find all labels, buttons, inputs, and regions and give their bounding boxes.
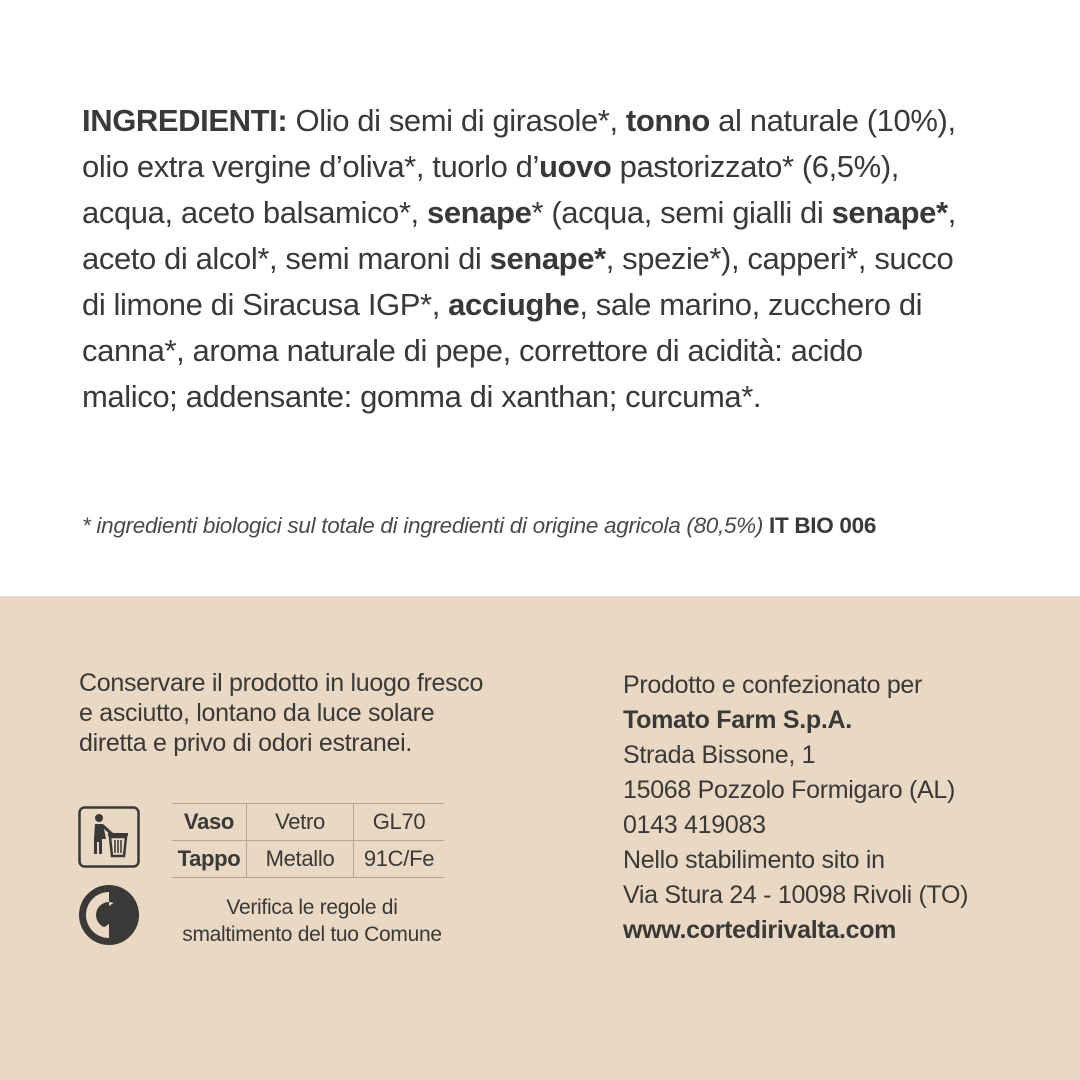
producer-company: Tomato Farm S.p.A. (623, 706, 852, 734)
ingredient-text: pastorizzato* (6,5%), acqua, aceto balsamico*, (82, 149, 899, 230)
ingredient-text: , spezie*), capperi*, succo di limone di Siracusa IGP*, (82, 241, 954, 322)
producer-phone: 0143 419083 (623, 811, 766, 839)
packaging-code: 91C/Fe (354, 841, 445, 878)
disposal-note-line: Verifica le regole di (226, 896, 398, 919)
ingredient-highlight: tonno (625, 103, 710, 138)
ingredient-text: Olio di semi di girasole*, (287, 103, 626, 138)
info-panel (0, 596, 1080, 1080)
ingredient-text: * (acqua, semi gialli di (531, 195, 832, 230)
storage-instructions: Conservare il prodotto in luogo fresco e asciutto, lontano da luce solare diretta e privo di odori estranei. (79, 669, 484, 757)
packaging-material: Metallo (247, 841, 354, 878)
packaging-table (172, 803, 444, 878)
producer-city: 15068 Pozzolo Formigaro (AL) (623, 776, 956, 804)
producer-info (623, 668, 1063, 948)
ingredient-highlight: senape (427, 195, 532, 230)
packaging-code: GL70 (354, 804, 445, 841)
plant-address: Via Stura 24 - 10098 Rivoli (TO) (623, 881, 969, 909)
ingredient-text: , sale marino, zucchero di canna*, aroma naturale di pepe, correttore di acidità: acido malico; addensante: gomma di xanthan; curcuma*. (82, 287, 923, 414)
organic-code: IT BIO 006 (769, 513, 877, 538)
ingredient-text: al naturale (10%), olio extra vergine d’oliva*, tuorlo d’ (82, 103, 956, 184)
producer-street: Strada Bissone, 1 (623, 741, 816, 769)
ingredients-text (82, 98, 962, 420)
organic-note (82, 508, 1022, 544)
packaging-part: Vaso (172, 804, 247, 841)
trash-bin-icon (78, 806, 140, 868)
green-dot-recycle-icon (78, 884, 140, 946)
table-row (172, 841, 444, 878)
producer-website: www.cortedirivalta.com (623, 916, 897, 944)
ingredient-highlight: senape* (489, 241, 606, 276)
disposal-note (156, 894, 468, 948)
ingredient-highlight: uovo (538, 149, 612, 184)
producer-intro: Prodotto e confezionato per (623, 671, 923, 699)
plant-intro: Nello stabilimento sito in (623, 846, 885, 874)
packaging-material: Vetro (247, 804, 354, 841)
organic-note-text: * ingredienti biologici sul totale di ingredienti di origine agricola (80,5%) (82, 513, 764, 538)
ingredient-text: , aceto di alcol*, semi maroni di (82, 195, 956, 276)
packaging-part: Tappo (172, 841, 247, 878)
ingredient-highlight: acciughe (448, 287, 580, 322)
table-row (172, 804, 444, 841)
ingredient-highlight: INGREDIENTI: (82, 103, 288, 138)
ingredient-highlight: senape* (831, 195, 948, 230)
disposal-note-line: smaltimento del tuo Comune (182, 923, 442, 946)
